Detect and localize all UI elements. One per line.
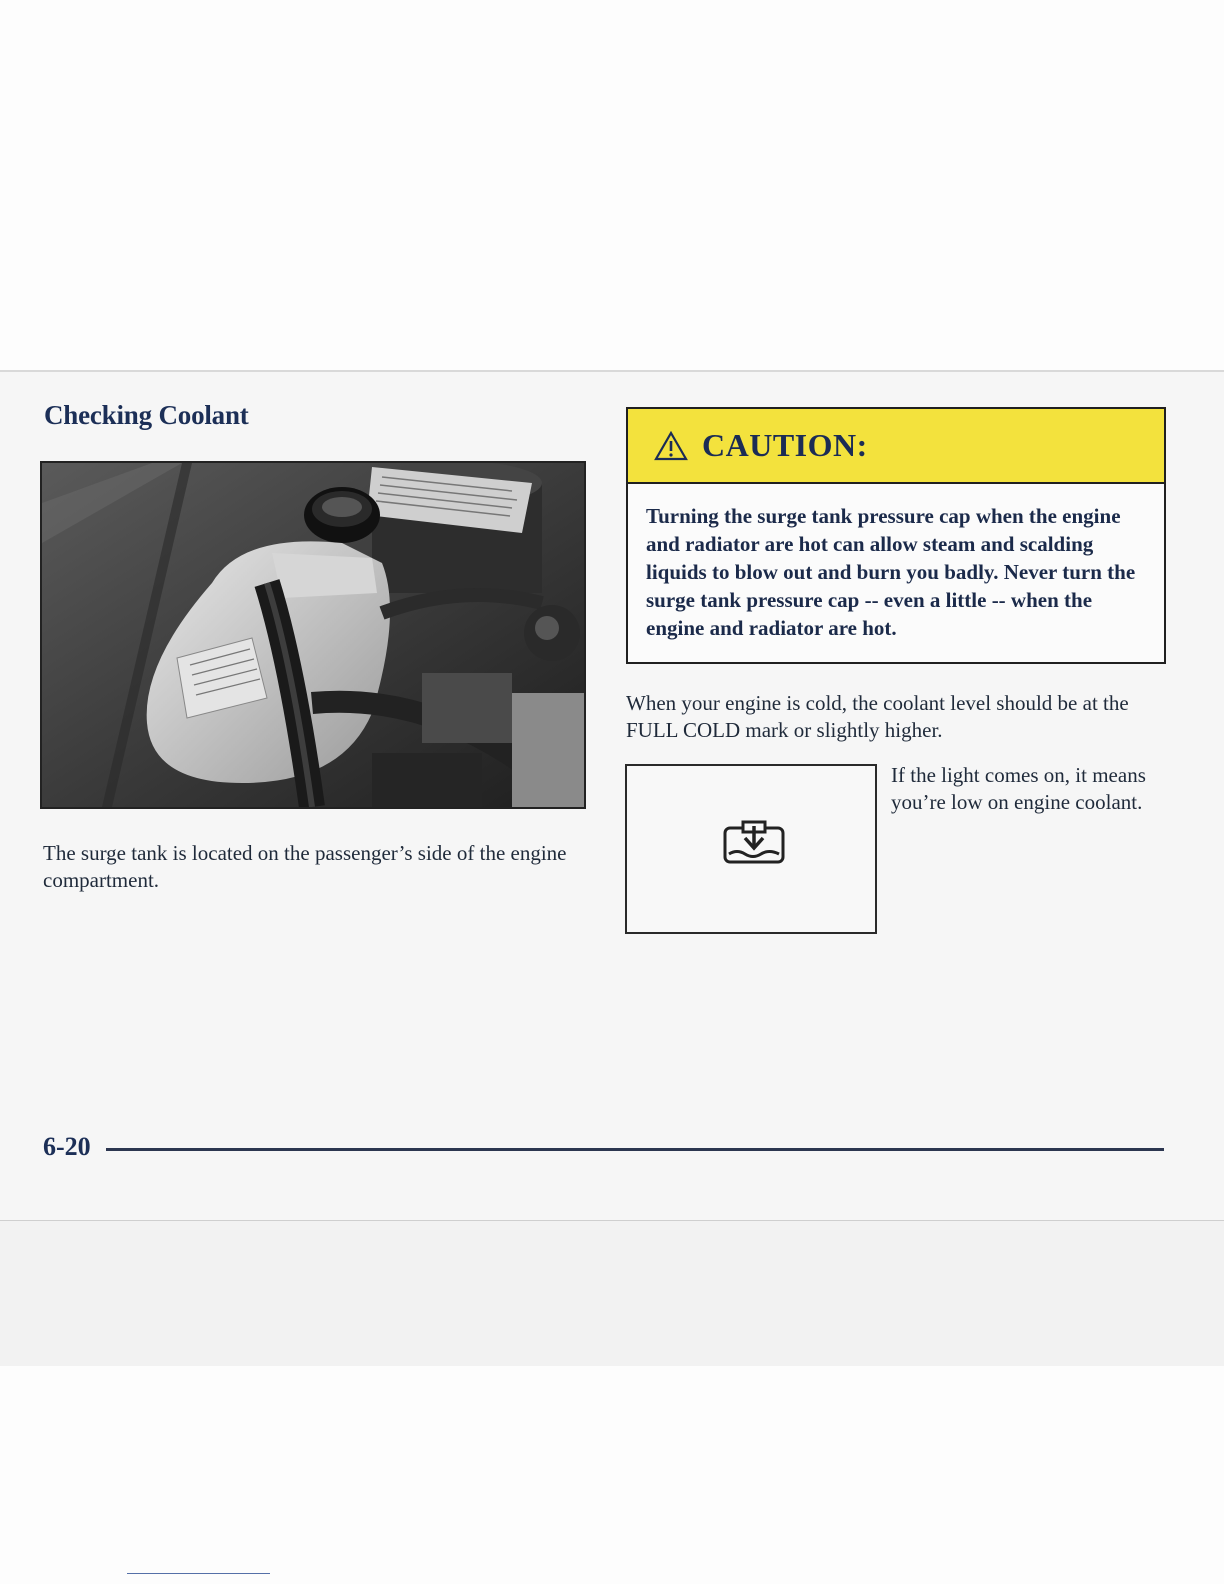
caution-text: Turning the surge tank pressure cap when the engine and radiator are hot can allow steam and scalding liquids to blow out and burn you badly. Never turn the surge tank pressure cap -- even a little -- when the engine and radiator are hot. [646,504,1136,640]
caution-header [628,409,1164,484]
bottom-divider [127,1573,270,1574]
warning-triangle-icon [654,431,688,461]
footer-rule [106,1148,1164,1151]
caution-box [626,407,1166,664]
section-heading: Checking Coolant [44,400,249,430]
engine-compartment-photo [40,461,586,809]
page-number: 6-20 [43,1132,91,1161]
caution-title: CAUTION: [702,427,868,463]
page-background-band [0,1221,1224,1366]
indicator-paragraph: If the light comes on, it means you’re low on engine coolant. [891,763,1146,814]
photo-caption: The surge tank is located on the passenger’s side of the engine compartment. [43,841,567,892]
low-coolant-light-box [625,764,877,934]
coolant-level-paragraph: When your engine is cold, the coolant level should be at the FULL COLD mark or slightly higher. [626,691,1129,742]
low-coolant-warning-icon [723,820,785,866]
